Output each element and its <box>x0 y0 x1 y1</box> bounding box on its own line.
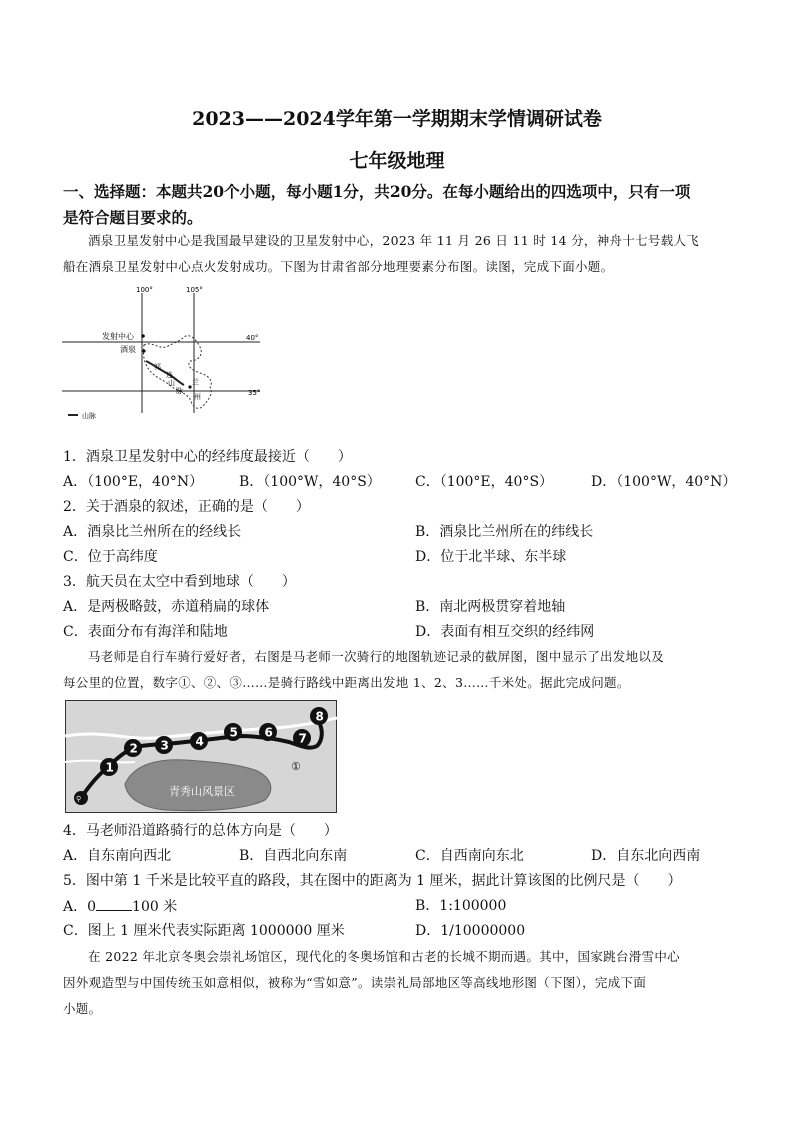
label-lan: 兰 <box>192 378 199 386</box>
svg-text:7: 7 <box>298 731 307 746</box>
q1-option-d: D．（100°W，40°N） <box>591 474 737 490</box>
q2-option-c: C．位于高纬度 <box>63 549 158 565</box>
q3-option-c: C．表面分布有海洋和陆地 <box>63 624 228 640</box>
section-heading <box>63 179 743 231</box>
route-marker <box>259 723 277 741</box>
lat-label-35: 35° <box>248 389 261 397</box>
question-3-stem: 3．航天员在太空中看到地球（ ） <box>63 574 296 590</box>
q1-option-a: A．（100°E，40°N） <box>63 474 204 490</box>
svg-text:2: 2 <box>129 741 138 756</box>
route-marker <box>100 758 118 776</box>
q3-option-b: B．南北两极贯穿着地轴 <box>415 599 566 615</box>
passage-line: 酒泉卫星发射中心是我国最早建设的卫星发射中心，2023 年 11 月 26 日 11 时 14 分，神舟十七号载人飞 <box>88 233 700 248</box>
route-marker <box>155 736 173 754</box>
exam-title: 2023——2024学年第一学期期末学情调研试卷 <box>192 108 602 130</box>
lon-label-105: 105° <box>186 286 203 294</box>
label-zhou: 州 <box>194 393 201 401</box>
q5-option-a-prefix: A．0 <box>63 899 97 915</box>
label-qi: 祁 <box>154 363 161 371</box>
passage-line: 船在酒泉卫星发射中心点火发射成功。下图为甘肃省部分地理要素分布图。读图，完成下面小题。 <box>63 259 614 274</box>
passage-line: 马老师是自行车骑行爱好者，右图是马老师一次骑行的地图轨迹记录的截屏图，图中显示了出发地以及 <box>88 649 665 664</box>
scale-bar-blank <box>96 896 132 911</box>
q4-option-b: B．自西北向东南 <box>239 848 348 864</box>
exam-subtitle: 七年级地理 <box>349 150 445 172</box>
q1-option-b: B．（100°W，40°S） <box>239 474 381 490</box>
passage-2 <box>63 644 733 696</box>
scenic-area-label: 青秀山风景区 <box>169 785 235 798</box>
jiuquan-dot <box>142 349 145 352</box>
label-mai: 脉 <box>176 387 183 395</box>
label-launch-center: 发射中心 <box>102 332 134 341</box>
route-marker <box>224 723 242 741</box>
svg-text:3: 3 <box>160 738 169 753</box>
gansu-outline <box>143 336 211 409</box>
section-heading-line: 是符合题目要求的。 <box>63 208 203 227</box>
svg-text:1: 1 <box>105 760 114 775</box>
route-marker <box>293 729 311 747</box>
question-5-stem: 5．图中第 1 千米是比较平直的路段，其在图中的距离为 1 厘米，据此计算该图的比例尺是（ ） <box>63 873 682 889</box>
label-shan: 山 <box>168 379 175 387</box>
label-jiuquan: 酒泉 <box>120 345 136 354</box>
mountain-range-line <box>146 361 184 385</box>
circled-one-label: ① <box>291 760 301 773</box>
q5-option-b: B．1:100000 <box>415 898 507 914</box>
q5-option-c: C．图上 1 厘米代表实际距离 1000000 厘米 <box>63 923 345 939</box>
passage-line: 在 2022 年北京冬奥会崇礼场馆区，现代化的冬奥场馆和古老的长城不期而遇。其中，国家跳台滑雪中心 <box>88 949 680 964</box>
q3-option-d: D．表面有相互交织的经纬网 <box>415 624 595 640</box>
q1-option-c: C．（100°E，40°S） <box>415 474 554 490</box>
q2-option-a: A．酒泉比兰州所在的经线长 <box>63 524 242 540</box>
question-4-stem: 4．马老师沿道路骑行的总体方向是（ ） <box>63 823 338 839</box>
passage-line: 每公里的位置，数字①、②、③……是骑行路线中距离出发地 1、2、3……千米处。据此完成问题。 <box>63 675 630 690</box>
passage-line: 因外观造型与中国传统玉如意相似，被称为“雪如意”。读崇礼局部地区等高线地形图（下图），完成下面 <box>63 975 647 990</box>
question-2-stem: 2．关于酒泉的叙述，正确的是（ ） <box>63 499 310 515</box>
gansu-map-figure <box>62 283 272 433</box>
passage-3 <box>63 944 733 1022</box>
q4-option-a: A．自东南向西北 <box>63 848 172 864</box>
launch-center-dot <box>141 334 145 338</box>
q2-option-b: B．酒泉比兰州所在的纬线长 <box>415 524 594 540</box>
svg-text:4: 4 <box>195 734 204 749</box>
passage-line: 小题。 <box>63 1001 102 1016</box>
question-1-stem: 1．酒泉卫星发射中心的经纬度最接近（ ） <box>63 449 352 465</box>
lat-label-40: 40° <box>246 334 259 342</box>
q4-option-d: D．自东北向西南 <box>591 848 701 864</box>
q2-option-d: D．位于北半球、东半球 <box>415 549 567 565</box>
passage-1 <box>63 228 733 280</box>
route-marker <box>310 707 328 725</box>
route-marker <box>190 732 208 750</box>
route-marker <box>124 739 142 757</box>
q5-option-d: D．1/10000000 <box>415 923 526 939</box>
q4-option-c: C．自西南向东北 <box>415 848 524 864</box>
start-icon: ⚲ <box>76 795 82 803</box>
svg-text:8: 8 <box>315 709 324 724</box>
label-lian: 连 <box>166 371 173 379</box>
q3-option-a: A．是两极略鼓，赤道稍扁的球体 <box>63 599 270 615</box>
lon-label-100: 100° <box>136 286 153 294</box>
svg-text:5: 5 <box>229 725 238 740</box>
svg-text:6: 6 <box>264 725 273 740</box>
q5-option-a <box>63 896 177 917</box>
section-heading-line: 一、选择题：本题共20个小题，每小题1分，共20分。在每小题给出的四选项中，只有一项 <box>63 182 691 201</box>
q5-option-a-suffix: 100 米 <box>132 899 178 915</box>
legend-label: 山脉 <box>82 412 96 420</box>
cycling-route-map <box>65 700 337 813</box>
